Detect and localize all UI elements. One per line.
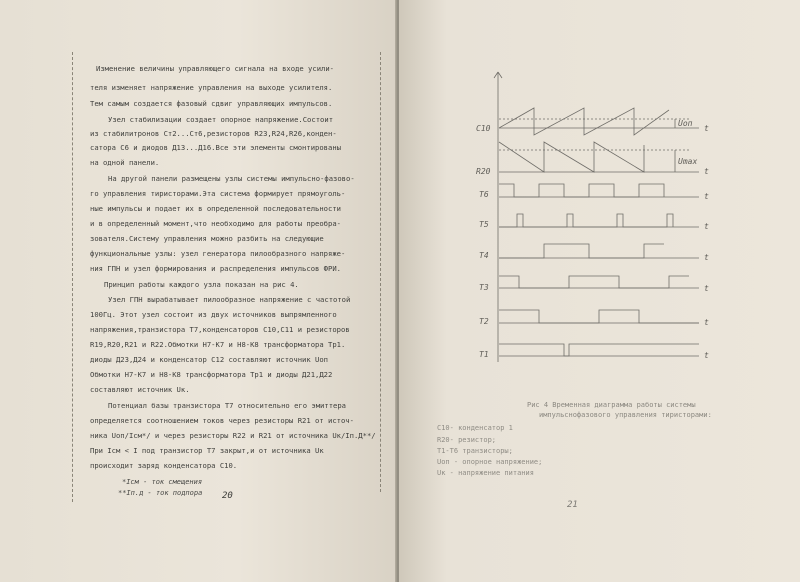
- text-line: определяется соотношением токов через резисторы R21 от источ-: [90, 416, 354, 425]
- signal-label: R20: [476, 167, 491, 176]
- signal-label: Т6: [479, 190, 489, 199]
- text-line: на одной панели.: [90, 158, 160, 167]
- text-line: го управления тиристорами.Эта система формирует прямоуголь-: [90, 189, 346, 198]
- text-line: составляют источник Uк.: [90, 385, 190, 394]
- legend-item: R20- резистор;: [437, 436, 497, 444]
- text-line: ника Uоп/Iсм*/ и через резисторы R22 и R21 от источника Uк/Iп.Д**/: [90, 431, 376, 440]
- t1-pulse-train: [499, 344, 699, 356]
- legend-item: Uоп - опорное напряжение;: [437, 458, 543, 466]
- text-line: функциональные узлы: узел генератора пилообразного напряже-: [90, 249, 346, 258]
- t2-pulse-train: [499, 310, 699, 323]
- margin-line-left: [72, 52, 73, 502]
- r20-sawtooth: [499, 142, 644, 172]
- c10-sawtooth: [499, 108, 669, 135]
- text-line: Принцип работы каждого узла показан на рис 4.: [104, 280, 299, 289]
- axis-arrow: [494, 72, 498, 78]
- t-label: t: [704, 351, 709, 360]
- text-line: напряжения,транзистора Т7,конденсаторов С10,С11 и резисторов: [90, 325, 350, 334]
- legend-item: Uк - напряжение питания: [437, 469, 534, 477]
- t-label: t: [704, 124, 709, 133]
- text-line: Обмотки Н7-К7 и Н8-К8 трансформатора Тр1 и диоды Д21,Д22: [90, 370, 333, 379]
- text-line: Узел ГПН вырабатывает пилообразное напряжение с частотой: [108, 295, 351, 304]
- signal-label: Т3: [479, 283, 489, 292]
- text-line: диоды Д23,Д24 и конденсатор С12 составляют источник Uоп: [90, 355, 328, 364]
- t3-pulse-train: [499, 276, 689, 288]
- t-label: t: [704, 253, 709, 262]
- right-page: [399, 0, 800, 582]
- legend-item: Т1-Т6 транзисторы;: [437, 447, 513, 455]
- t5-pulse-train: [499, 214, 673, 227]
- axis-arrow: [498, 72, 502, 78]
- signal-label: Т1: [479, 350, 489, 359]
- text-line: Узел стабилизации создает опорное напряжение.Состоит: [108, 115, 334, 124]
- figure-caption: Рис 4 Временная диаграмма работы системы: [527, 401, 696, 409]
- text-line: При Iсм < I под транзистор Т7 закрыт,и от источника Uк: [90, 446, 324, 455]
- footnote: **Iп.д - ток подпора: [118, 489, 203, 497]
- text-line: зователя.Систему управления можно разбить на следующие: [90, 234, 324, 243]
- timing-diagram: [399, 0, 800, 582]
- text-line: 100Гц. Этот узел состоит из двух источников выпрямленного: [90, 310, 337, 319]
- uop-label: Uоп: [678, 119, 693, 128]
- legend-item: С10- конденсатор 1: [437, 424, 513, 432]
- text-line: и в определенный момент,что необходимо для работы преобра-: [90, 219, 341, 228]
- signal-label: С10: [476, 124, 491, 133]
- t4-pulse-train: [499, 244, 664, 258]
- signal-label: Т2: [479, 317, 489, 326]
- page-number: 21: [567, 500, 578, 510]
- text-line: теля изменяет напряжение управления на выходе усилителя.: [90, 83, 333, 92]
- t-label: t: [704, 167, 709, 176]
- figure-caption: импульснофазового управления тиристорами:: [539, 411, 712, 419]
- t-label: t: [704, 192, 709, 201]
- t-label: t: [704, 222, 709, 231]
- text-line: ния ГПН и узел формирования и распределения импульсов ФРИ.: [90, 264, 341, 273]
- signal-label: Т5: [479, 220, 489, 229]
- signal-label: Т4: [479, 251, 489, 260]
- footnote: *Iсм - ток смещения: [122, 478, 203, 486]
- t6-pulse-train: [499, 184, 664, 197]
- page-number: 20: [222, 491, 233, 501]
- text-line: Тем самым создается фазовый сдвиг управляющих импульсов.: [90, 99, 333, 108]
- umax-label: Umax: [678, 157, 698, 166]
- t-label: t: [704, 284, 709, 293]
- left-page: [0, 0, 397, 582]
- text-line: Изменение величины управляющего сигнала на входе усили-: [96, 64, 334, 73]
- text-line: из стабилитронов Ст2...Ст6,резисторов R23,R24,R26,конден-: [90, 129, 337, 138]
- text-line: R19,R20,R21 и R22.Обмотки Н7-К7 и Н8-К8 трансформатора Тр1.: [90, 340, 346, 349]
- text-line: ные импульсы и подает их в определенной последовательности: [90, 204, 341, 213]
- text-line: На другой панели размещены узлы системы импульсно-фазово-: [108, 174, 355, 183]
- t-label: t: [704, 318, 709, 327]
- text-line: происходит заряд конденсатора С10.: [90, 461, 238, 470]
- text-line: Потенциал базы транзистора Т7 относительно его эмиттера: [108, 401, 346, 410]
- text-line: сатора С6 и диодов Д13...Д16.Все эти элементы смонтированы: [90, 143, 341, 152]
